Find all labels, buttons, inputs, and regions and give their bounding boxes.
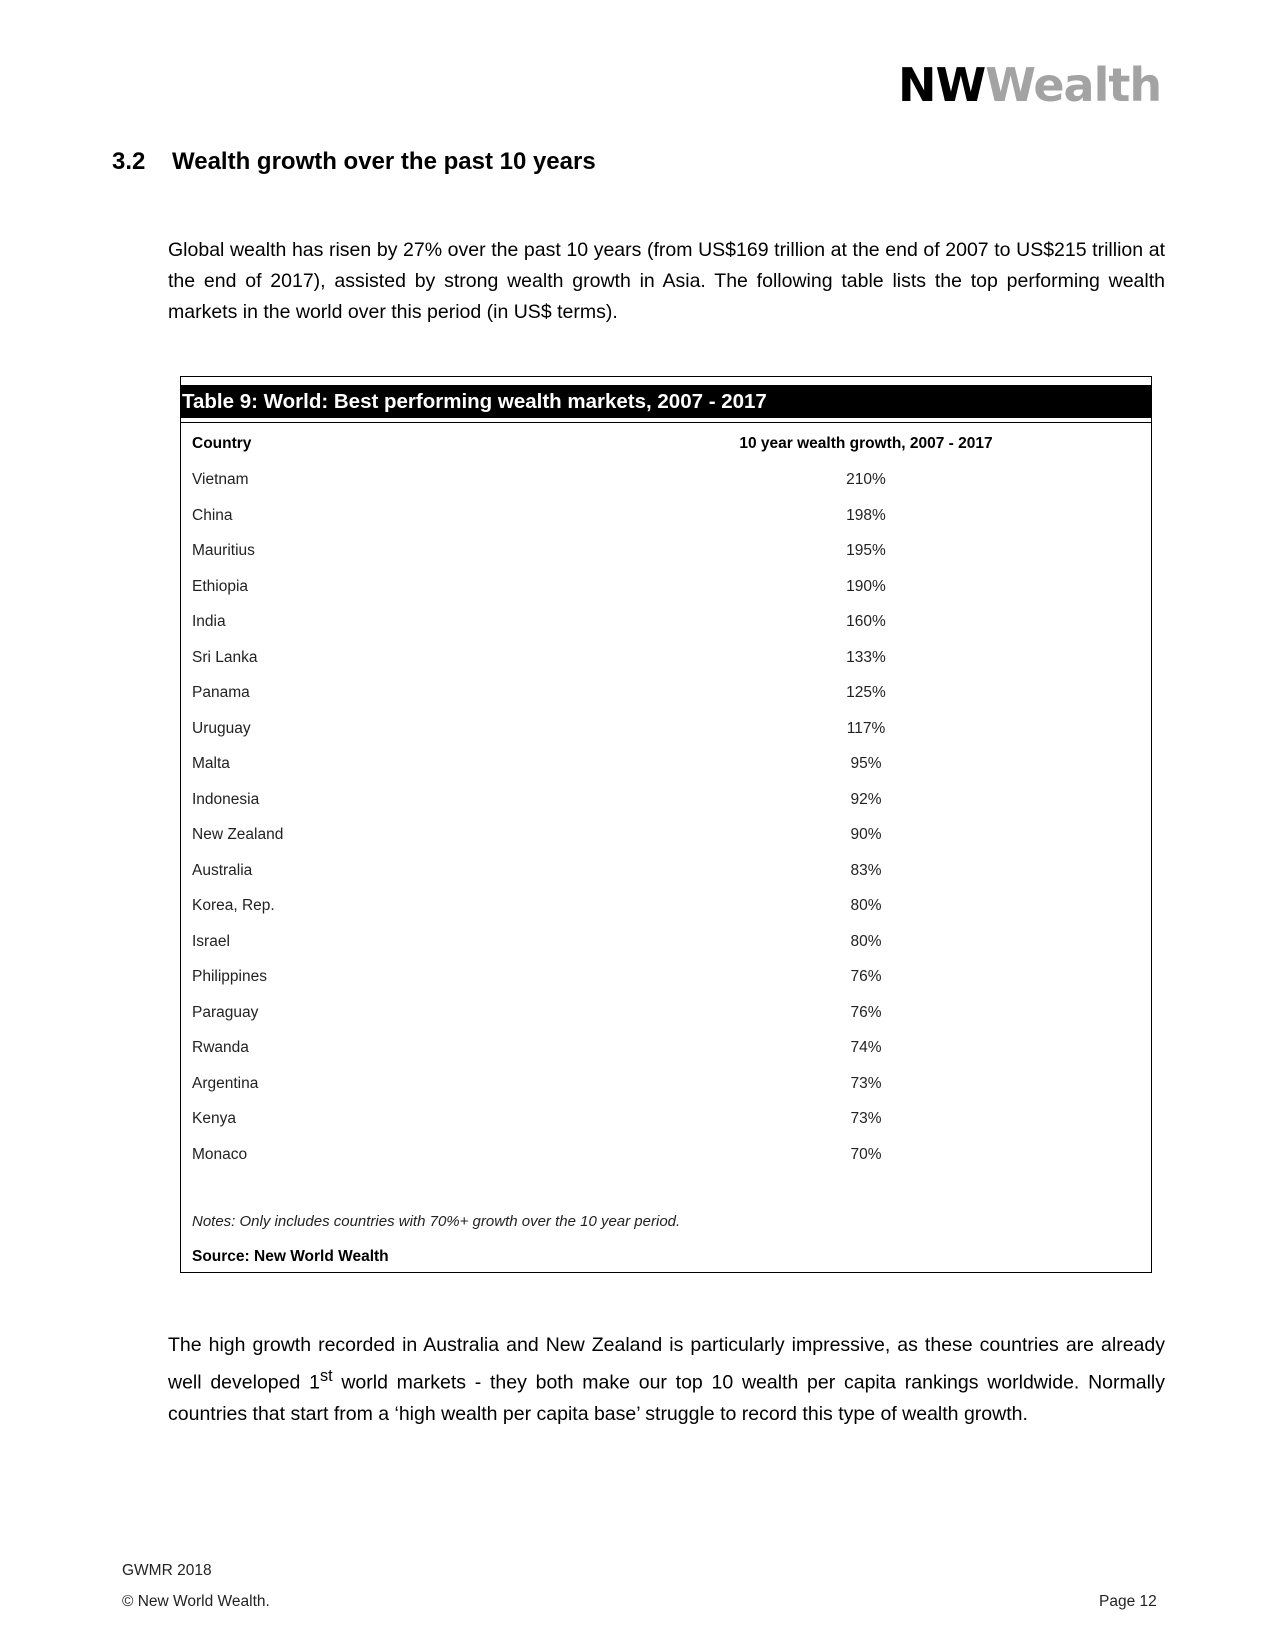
section-number: 3.2 [112, 148, 146, 175]
growth-cell: 117% [846, 719, 886, 737]
growth-cell: 74% [850, 1039, 882, 1056]
table-row [181, 465, 1151, 501]
country-cell: Kenya [192, 1110, 236, 1127]
growth-cell: 190% [846, 577, 886, 595]
table-row [181, 785, 1151, 821]
table-row [181, 1069, 1151, 1105]
table-row [181, 714, 1151, 750]
country-cell: Uruguay [192, 719, 251, 737]
table-row [181, 856, 1151, 892]
table-row [181, 891, 1151, 927]
growth-cell: 160% [846, 613, 886, 630]
growth-cell: 80% [850, 897, 882, 914]
table-row [181, 607, 1151, 643]
country-cell: Malta [192, 755, 230, 772]
section-title: Wealth growth over the past 10 years [172, 148, 596, 175]
table-row [181, 501, 1151, 537]
country-cell: Indonesia [192, 790, 260, 808]
table-row [181, 749, 1151, 785]
footer-copyright: © New World Wealth. [122, 1593, 270, 1610]
table-notes: Notes: Only includes countries with 70%+ growth over the 10 year period. [192, 1213, 681, 1230]
logo-wealth: Wealth [985, 58, 1162, 112]
growth-cell: 73% [850, 1074, 882, 1092]
growth-cell: 95% [850, 755, 882, 772]
table-row [181, 536, 1151, 572]
growth-cell: 73% [850, 1110, 882, 1127]
growth-cell: 210% [846, 471, 886, 488]
table-title: Table 9: World: Best performing wealth markets, 2007 - 2017 [181, 385, 1151, 418]
column-header-growth: 10 year wealth growth, 2007 - 2017 [739, 435, 993, 452]
footer-report-name: GWMR 2018 [122, 1562, 212, 1579]
growth-cell: 125% [846, 684, 886, 701]
table-row [181, 962, 1151, 998]
growth-cell: 90% [850, 826, 882, 843]
ordinal-suffix: st [319, 1367, 333, 1385]
country-cell: China [192, 506, 233, 524]
table-row [181, 678, 1151, 714]
table-row [181, 998, 1151, 1034]
table-row [181, 1033, 1151, 1069]
growth-cell: 70% [850, 1145, 882, 1163]
closing-text-end: world markets - they both make our top 10 wealth per capita rankings worldwide. Normally countries that start from a ‘high wealth per capita base’ struggle to record this type of wealth growth. [168, 1371, 1165, 1425]
growth-cell: 76% [850, 968, 882, 985]
country-cell: Vietnam [192, 471, 249, 488]
column-header-country: Country [192, 435, 252, 452]
country-cell: Argentina [192, 1074, 259, 1092]
country-cell: Rwanda [192, 1039, 249, 1056]
country-cell: Australia [192, 861, 253, 879]
country-cell: India [192, 613, 226, 630]
country-cell: Paraguay [192, 1003, 259, 1021]
table-row [181, 927, 1151, 963]
wealth-growth-table [180, 376, 1152, 1273]
table-row [181, 1104, 1151, 1140]
logo-nw: NW [898, 58, 986, 112]
closing-paragraph [168, 1330, 1165, 1430]
country-cell: Sri Lanka [192, 648, 258, 666]
section-heading [112, 148, 596, 176]
table-row [181, 820, 1151, 856]
table-row [181, 1140, 1151, 1176]
country-cell: Panama [192, 684, 250, 701]
country-cell: Israel [192, 932, 230, 950]
table-title-divider [181, 422, 1151, 423]
growth-cell: 198% [846, 506, 886, 524]
closing-text-start: The high growth recorded in Australia and New Zealand is particularly impressive, as these countries are already well developed 1 [168, 1334, 1165, 1394]
country-cell: Mauritius [192, 542, 255, 559]
country-cell: Ethiopia [192, 577, 249, 595]
country-cell: Philippines [192, 968, 267, 985]
footer-page-number: Page 12 [1099, 1593, 1157, 1610]
growth-cell: 92% [850, 790, 882, 808]
table-row [181, 643, 1151, 679]
growth-cell: 76% [850, 1003, 882, 1021]
table-source: Source: New World Wealth [192, 1248, 389, 1265]
table-body [181, 465, 1151, 1175]
country-cell: Korea, Rep. [192, 897, 275, 914]
table-row [181, 572, 1151, 608]
intro-paragraph: Global wealth has risen by 27% over the past 10 years (from US$169 trillion at the end of 2007 to US$215 trillion at the end of 2017), assisted by strong wealth growth in Asia. The following table lists the top performing wealth markets in the world over this period (in US$ terms). [168, 239, 1165, 323]
brand-logo [898, 58, 1162, 112]
country-cell: New Zealand [192, 826, 284, 843]
growth-cell: 195% [846, 542, 886, 559]
growth-cell: 83% [850, 861, 882, 879]
growth-cell: 133% [846, 648, 886, 666]
growth-cell: 80% [850, 932, 882, 950]
country-cell: Monaco [192, 1145, 248, 1163]
